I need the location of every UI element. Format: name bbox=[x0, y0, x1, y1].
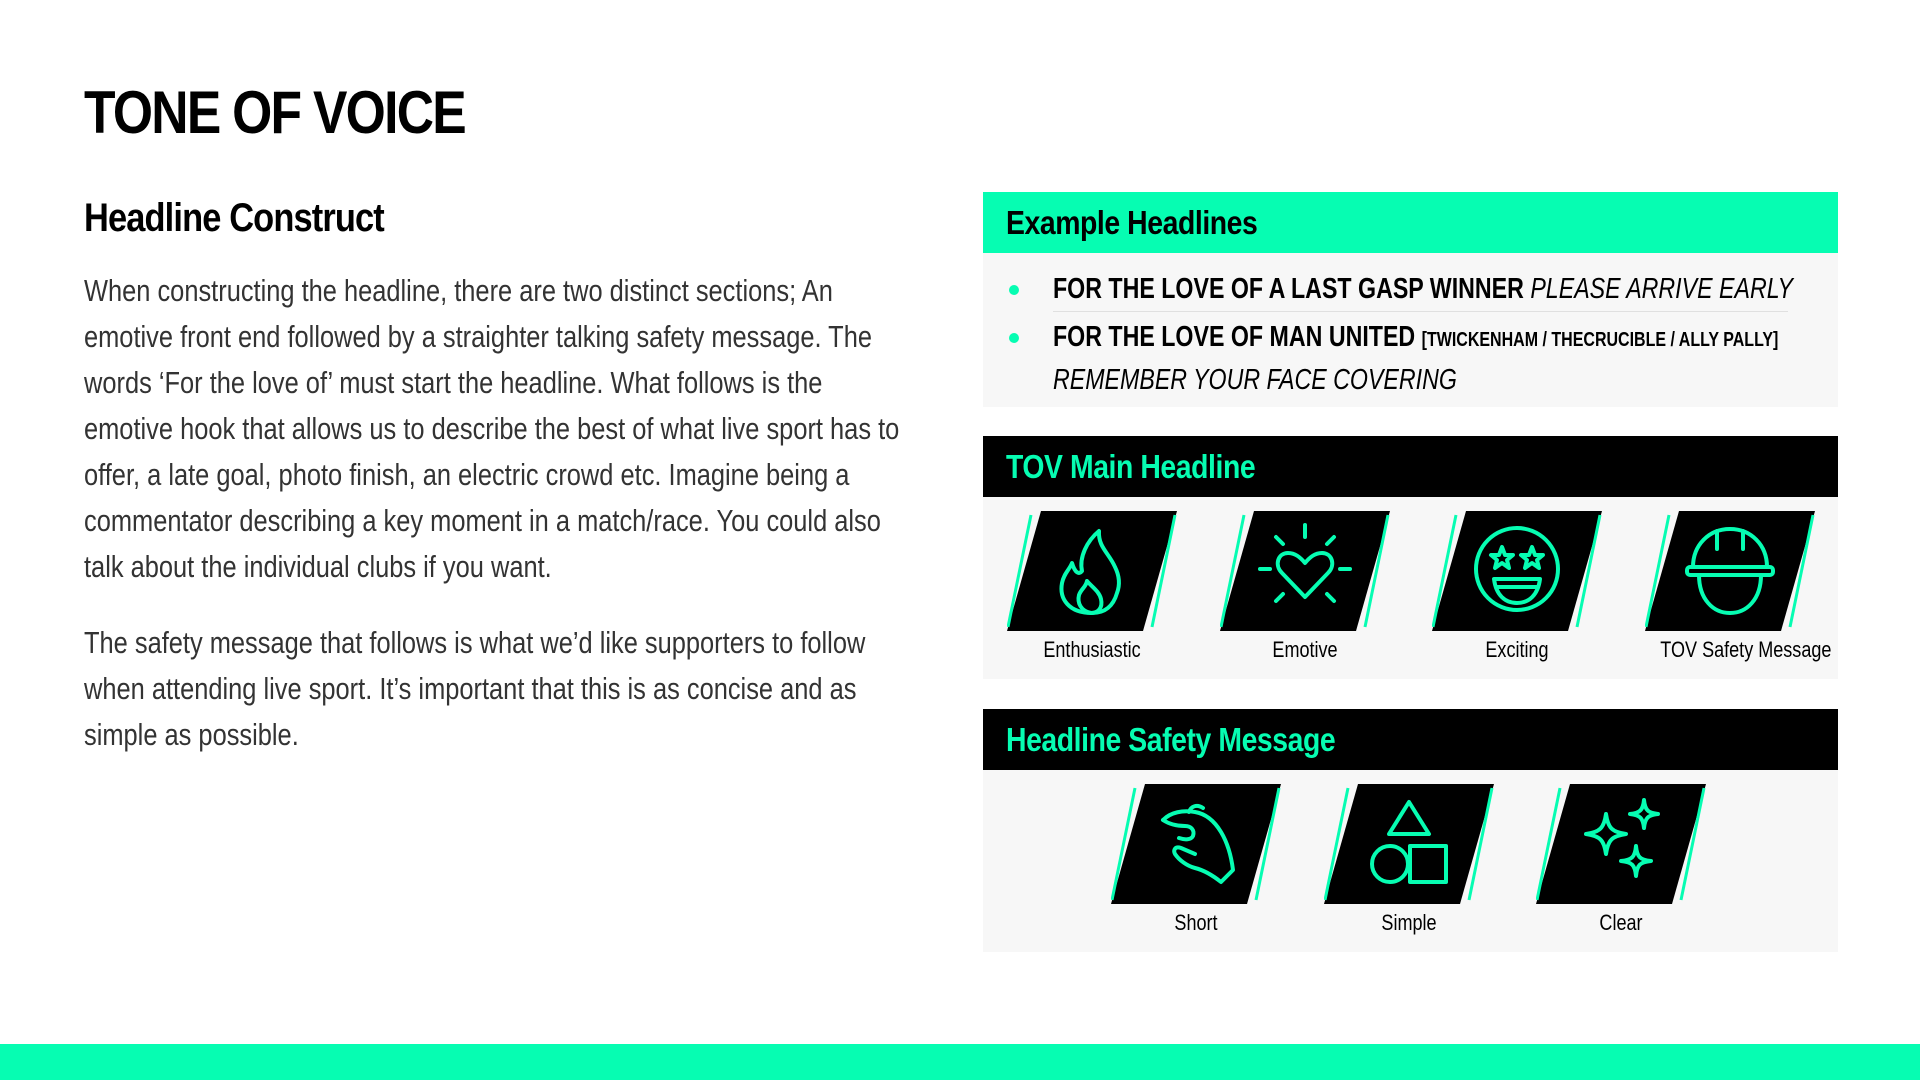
icon-label: Enthusiastic bbox=[1043, 637, 1141, 662]
headline-emotive: FOR THE LOVE OF A LAST GASP WINNER bbox=[1053, 273, 1524, 305]
icon-label: Short bbox=[1174, 910, 1218, 935]
glowing-heart-icon bbox=[1220, 511, 1390, 631]
icon-label: Exciting bbox=[1485, 637, 1549, 662]
headline-safety: REMEMBER YOUR FACE COVERING bbox=[1053, 364, 1457, 396]
headline-safety-message-panel bbox=[983, 709, 1838, 952]
example-headline-text bbox=[1053, 269, 1793, 309]
bullet-icon bbox=[1009, 333, 1019, 343]
pinch-hand-icon bbox=[1111, 784, 1281, 904]
bottom-accent-bar bbox=[0, 1044, 1920, 1080]
icon-label: Emotive bbox=[1272, 637, 1338, 662]
section-heading: Headline Construct bbox=[84, 196, 384, 240]
icon-card-clear bbox=[1536, 784, 1706, 936]
example-headline-text bbox=[1053, 317, 1779, 400]
headline-safety: PLEASE ARRIVE EARLY bbox=[1530, 273, 1793, 305]
sparkles-icon bbox=[1536, 784, 1706, 904]
headline-safety-message-header bbox=[983, 709, 1838, 770]
headline-tag: [TWICKENHAM / THECRUCIBLE / ALLY PALLY] bbox=[1421, 329, 1779, 351]
icon-label: TOV Safety Message bbox=[1660, 637, 1832, 662]
star-eyes-face-icon bbox=[1432, 511, 1602, 631]
tov-main-headline-title: TOV Main Headline bbox=[1006, 447, 1256, 485]
tov-main-headline-panel bbox=[983, 436, 1838, 679]
body-copy bbox=[84, 268, 904, 788]
body-paragraph-2: The safety message that follows is what we’d like supporters to follow when attending live sport. It’s important that this is as concise and as simple as possible. bbox=[84, 625, 866, 752]
icon-card-simple bbox=[1324, 784, 1494, 936]
icon-card-exciting bbox=[1432, 511, 1602, 663]
body-paragraph-1: When constructing the headline, there are two distinct sections; An emotive front end followed by a straighter talking safety message. The words ‘For the love of’ must start the headline. What follows is the emotive hook that allows us to describe the best of what live sport has to offer, a late goal, photo finish, an electric crowd etc. Imagine being a commentator describing a key moment in a match/race. You could also talk about the individual clubs if you want. bbox=[84, 273, 900, 584]
example-headlines-title: Example Headlines bbox=[1006, 203, 1258, 241]
icon-card-emotive bbox=[1220, 511, 1390, 663]
tov-icons-row bbox=[983, 497, 1838, 679]
example-headlines-panel bbox=[983, 192, 1838, 407]
icon-card-enthusiastic bbox=[1007, 511, 1177, 663]
tov-main-headline-header bbox=[983, 436, 1838, 497]
shapes-icon bbox=[1324, 784, 1494, 904]
safety-icons-row bbox=[983, 770, 1838, 952]
headline-emotive: FOR THE LOVE OF MAN UNITED bbox=[1053, 321, 1416, 353]
icon-card-short bbox=[1111, 784, 1281, 936]
example-headlines-body bbox=[983, 253, 1838, 407]
icon-label: Simple bbox=[1381, 910, 1437, 935]
icon-label: Clear bbox=[1599, 910, 1643, 935]
example-headlines-header bbox=[983, 192, 1838, 253]
page-title: TONE OF VOICE bbox=[84, 79, 465, 146]
icon-card-tov-safety-message bbox=[1645, 511, 1832, 663]
hard-hat-face-icon bbox=[1645, 511, 1815, 631]
divider bbox=[1053, 311, 1788, 312]
headline-safety-message-title: Headline Safety Message bbox=[1006, 720, 1336, 758]
flame-icon bbox=[1007, 511, 1177, 631]
bullet-icon bbox=[1009, 285, 1019, 295]
